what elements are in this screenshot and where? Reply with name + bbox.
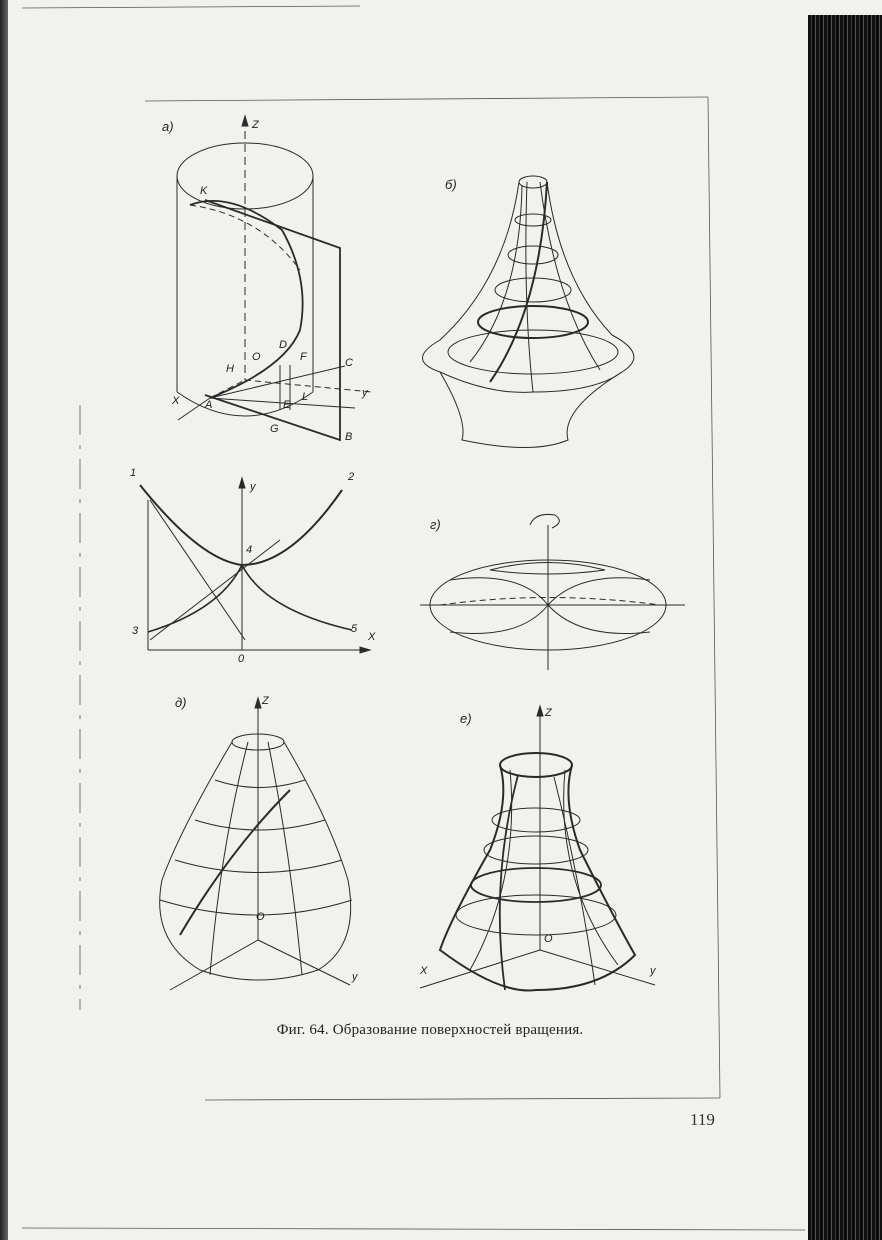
- panel-a-c-label: C: [345, 357, 353, 369]
- panel-a-g-label: G: [270, 423, 279, 435]
- panel-a-x-label: X: [172, 395, 180, 407]
- panel-g-tag: г): [430, 517, 441, 532]
- panel-a-y-label: y: [362, 387, 368, 399]
- panel-a-h-label: H: [226, 363, 234, 375]
- panel-b-surface: [423, 176, 634, 448]
- panel-e-x-label: X: [420, 965, 428, 977]
- panel-d-z-label: Z: [262, 695, 269, 707]
- panel-a-cylinder: [177, 116, 372, 440]
- panel-a-z-label: Z: [252, 119, 259, 131]
- panel-v-curves: [140, 478, 370, 653]
- panel-d-surface: [160, 695, 352, 990]
- panel-e-z-label: Z: [545, 707, 552, 719]
- panel-a-o-label: O: [252, 351, 261, 363]
- panel-v-3-label: 3: [132, 625, 139, 637]
- panel-b-tag: б): [445, 177, 457, 192]
- panel-e-tag: е): [460, 711, 472, 726]
- panel-a-k-label: K: [200, 185, 208, 197]
- panel-v-x-label: X: [368, 631, 376, 643]
- panel-v-2-label: 2: [348, 471, 355, 483]
- page-number: 119: [690, 1110, 715, 1129]
- panel-a-tag: а): [162, 119, 174, 134]
- panel-a-d-label: D: [279, 339, 287, 351]
- panel-a-f-label: F: [300, 351, 307, 363]
- panel-v-4-label: 4: [246, 544, 253, 556]
- panel-e-y-label: y: [650, 965, 656, 977]
- panel-a-a-label: A: [205, 399, 213, 411]
- panel-d-tag: д): [175, 695, 187, 710]
- panel-e-surface: [420, 706, 655, 991]
- panel-v-y-label: y: [250, 481, 256, 493]
- panel-g-disk: [420, 514, 685, 670]
- panel-e-o-label: O: [544, 933, 553, 945]
- figure-frame: [22, 6, 805, 1230]
- panel-v-o-label: 0: [238, 653, 245, 665]
- panel-d-y-label: y: [352, 971, 358, 983]
- panel-a-b-label: B: [345, 431, 353, 443]
- panel-v-1-label: 1: [130, 467, 137, 479]
- panel-a-l-label: L: [302, 391, 309, 403]
- panel-v-5-label: 5: [351, 623, 358, 635]
- figure-caption: Фиг. 64. Образование поверхностей вращения.: [276, 1022, 584, 1038]
- panel-d-o-label: O: [256, 911, 265, 923]
- panel-a-e-label: E: [283, 399, 291, 411]
